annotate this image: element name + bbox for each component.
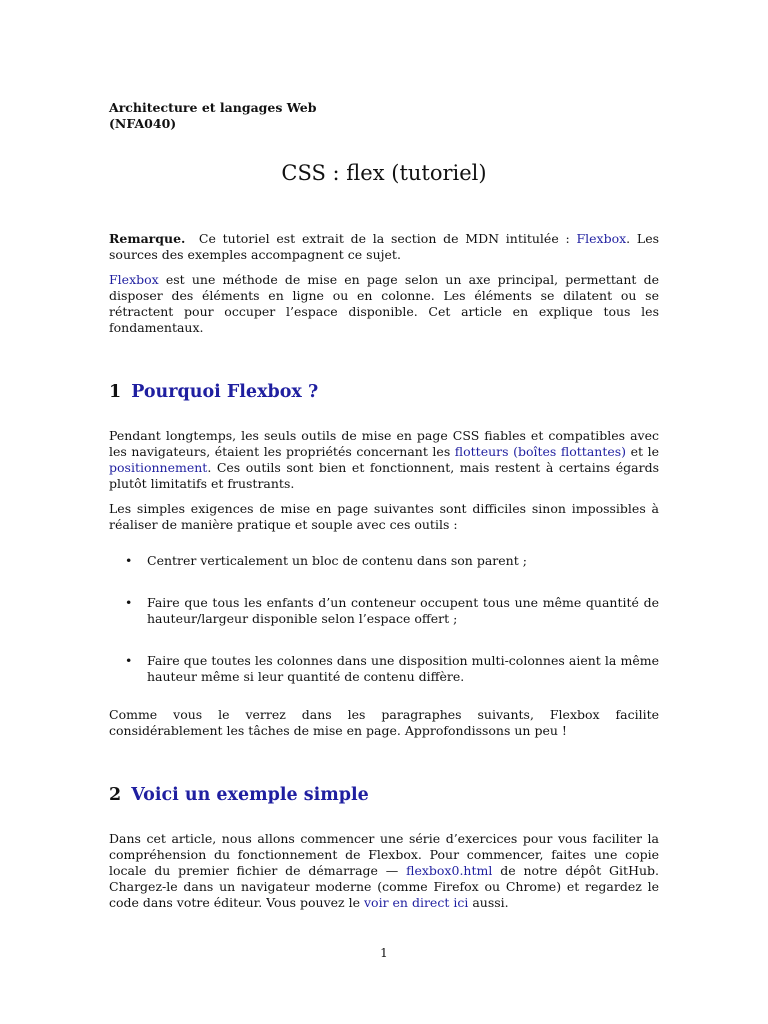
para-text: . Ces outils sont bien et fonctionnent, mais restent à certains égards plutôt limitatifs et frustrants. [109,460,659,491]
bullet-icon: • [125,653,133,668]
list-item-text: Faire que tous les enfants d’un conteneur occupent tous une même quantité de hauteur/largeur disponible selon l’espace offert ; [147,595,659,626]
para-text: et le [630,444,659,459]
intro-text: est une méthode de mise en page selon un axe principal, permettant de disposer des éléments en ligne ou en colonne. Les éléments se dilatent ou se rétractent pour occuper l’espace disponible. Cet article en explique tous les fondamentaux. [109,272,659,335]
remark-text: Ce tutoriel est extrait de la section de MDN intitulée : [198,231,570,246]
document-title: CSS : flex (tutoriel) [281,161,487,185]
page-number: 1 [380,946,388,960]
course-code: (NFA040) [109,116,177,131]
section-2-number: 2 [109,785,122,805]
remark-label: Remarque. [109,231,186,246]
remark-paragraph [109,231,659,263]
para-text: aussi. [472,895,509,910]
bullet-icon: • [125,553,133,568]
intro-section [109,231,659,336]
intro-paragraph [109,272,659,336]
course-name: Architecture et langages Web [109,100,317,115]
section-1 [109,382,659,739]
para-text: Pendant longtemps, les seuls outils de mise en page CSS fiables et compatibles avec les navigateurs, étaient les propriétés concernant les [109,428,659,459]
list-item [109,653,659,685]
para-text: Dans cet article, nous allons commencer une série d’exercices pour vous faciliter la compréhension du fonctionnement de Flexbox. Pour commencer, faites une copie locale du premier fichier de démarrage — [109,831,659,878]
section-2-title: Voici un exemple simple [131,785,369,805]
section-1-title: Pourquoi Flexbox ? [131,382,319,402]
bullet-icon: • [125,595,133,610]
course-header [109,100,659,132]
flexbox0-file-link[interactable]: flexbox0.html [406,863,493,878]
section-1-number: 1 [109,382,122,402]
section-1-heading [109,382,659,402]
section-1-paragraph-3: Comme vous le verrez dans les paragraphes suivants, Flexbox facilite considérablement les tâches de mise en page. Approfondissons un peu ! [109,707,659,738]
section-2 [109,785,659,911]
flexbox-link[interactable]: Flexbox [576,231,627,246]
list-item-text: Faire que toutes les colonnes dans une disposition multi-colonnes aient la même hauteur même si leur quantité de contenu diffère. [147,653,659,684]
flexbox-intro-link[interactable]: Flexbox [109,272,159,287]
section-1-paragraph-2: Les simples exigences de mise en page suivantes sont difficiles sinon impossibles à réaliser de manière pratique et souple avec ces outils : [109,501,659,532]
requirements-list [109,553,659,685]
positioning-link[interactable]: positionnement [109,460,208,475]
list-item-text: Centrer verticalement un bloc de contenu dans son parent ; [147,553,527,568]
section-2-paragraph [109,831,659,911]
remark-text-end: . Les sources des exemples accompagnent ce sujet. [109,231,660,262]
section-2-heading [109,785,659,805]
live-demo-link[interactable]: voir en direct ici [364,895,469,910]
para-text: de notre dépôt GitHub. Chargez-le dans un navigateur moderne (comme Firefox ou Chrome) et regardez le code dans votre éditeur. Vous pouvez le [109,863,659,910]
list-item [109,595,659,627]
list-item [109,553,659,569]
page-body [109,100,659,911]
floats-link[interactable]: flotteurs (boîtes flottantes) [454,444,627,459]
section-1-paragraph-1 [109,428,659,492]
